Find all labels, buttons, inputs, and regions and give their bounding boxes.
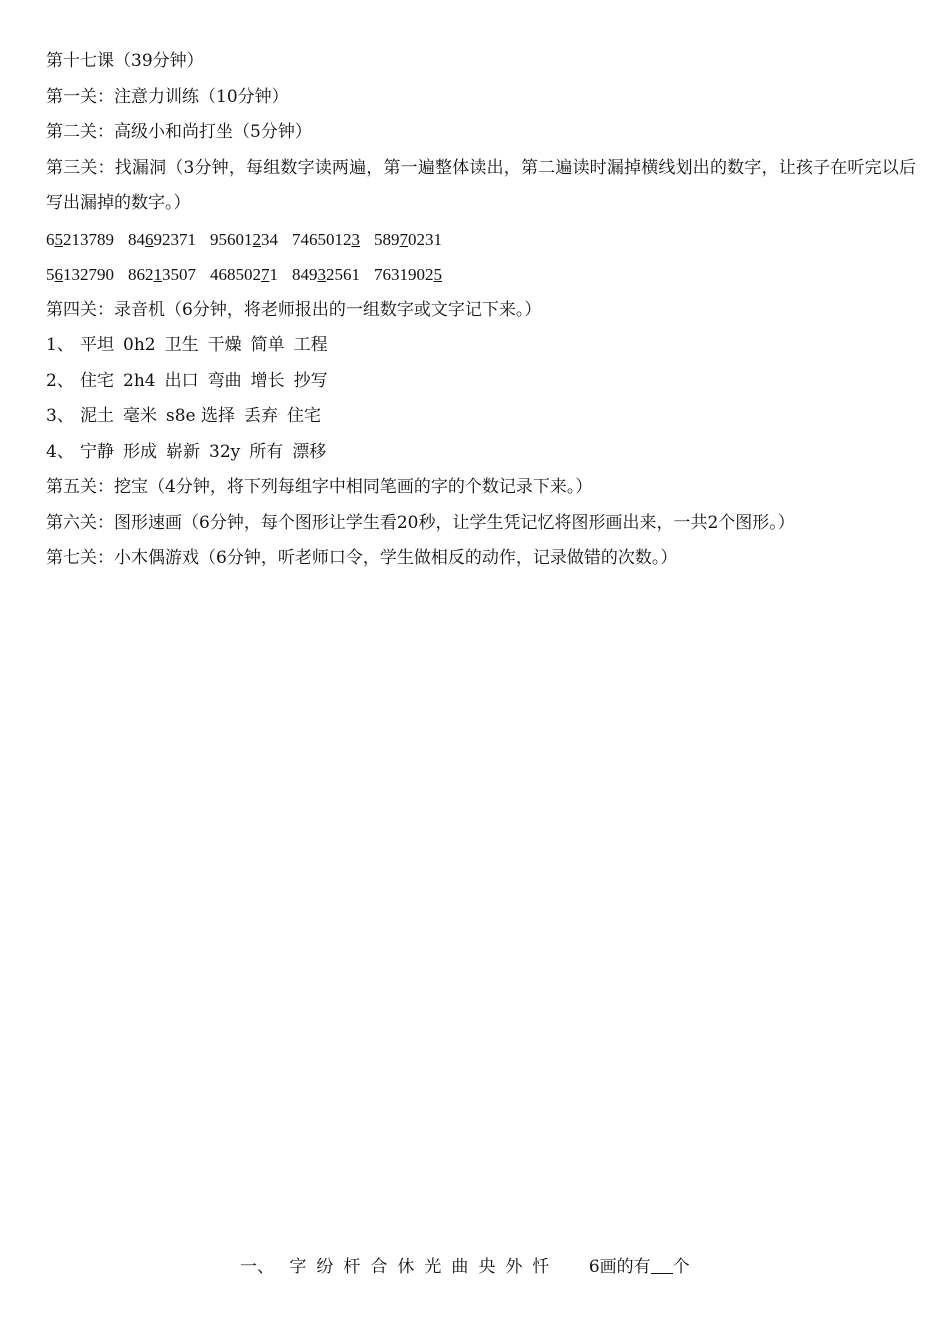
number-part: 95601 xyxy=(210,229,253,249)
level-1-attention-training: 第一关：注意力训练（10分钟） xyxy=(46,86,289,107)
character: 外 xyxy=(505,1257,523,1277)
underlined-digit: 7 xyxy=(399,229,408,249)
underlined-digit: 5 xyxy=(433,265,442,284)
number-part: 468502 xyxy=(210,265,261,284)
word: 弯曲 xyxy=(207,370,242,391)
word: 漂移 xyxy=(292,441,327,462)
word: 住宅 xyxy=(80,370,114,391)
underlined-digit: 5 xyxy=(54,229,63,249)
underlined-digit: 2 xyxy=(252,229,261,249)
word: 形成 xyxy=(123,441,157,462)
answer-blank[interactable] xyxy=(651,1257,673,1274)
number-part: 2561 xyxy=(326,265,360,284)
number-part: 34 xyxy=(261,229,278,249)
list-item xyxy=(46,435,916,471)
stroke-count-question xyxy=(240,1252,690,1282)
number-part: 849 xyxy=(292,265,318,284)
number-row xyxy=(46,257,916,293)
number-part: 7631902 xyxy=(374,265,434,284)
number-part: 589 xyxy=(374,229,400,249)
list-index: 1、 xyxy=(46,335,74,355)
question-post: 个 xyxy=(672,1257,690,1277)
word: 所有 xyxy=(249,441,284,462)
character: 光 xyxy=(424,1257,442,1277)
number-group xyxy=(46,257,114,293)
character: 纷 xyxy=(316,1257,334,1277)
recorder-word-list xyxy=(46,328,916,470)
number-group xyxy=(210,222,278,258)
level-6-shape-drawing: 第六关：图形速画（6分钟，每个图形让学生看20秒，让学生凭记忆将图形画出来，一共2个图形。） xyxy=(46,512,795,533)
word: 宁静 xyxy=(80,441,114,462)
number-row xyxy=(46,222,916,258)
number-group xyxy=(128,222,196,258)
word: 0h2 xyxy=(123,335,156,355)
document-body xyxy=(46,44,916,577)
number-sequences xyxy=(46,222,916,293)
number-group xyxy=(374,257,442,293)
word: 2h4 xyxy=(123,370,156,391)
list-index: 3、 xyxy=(46,406,74,426)
character: 央 xyxy=(478,1257,496,1277)
number-part: 1 xyxy=(269,265,278,284)
number-group xyxy=(210,257,278,293)
character: 忏 xyxy=(532,1257,550,1277)
underlined-digit: 3 xyxy=(317,265,326,284)
character-set xyxy=(289,1257,559,1277)
word: 简单 xyxy=(250,335,285,355)
word: 住宅 xyxy=(287,406,322,426)
word: 毫米 xyxy=(123,406,157,426)
number-group xyxy=(128,257,196,293)
list-item xyxy=(46,364,916,400)
word: 抄写 xyxy=(293,370,328,391)
list-index: 4、 xyxy=(46,441,74,462)
question-text xyxy=(589,1257,690,1277)
number-group xyxy=(46,222,114,258)
character: 合 xyxy=(370,1257,388,1277)
underlined-digit: 1 xyxy=(153,265,162,284)
number-group xyxy=(292,257,360,293)
list-item xyxy=(46,328,916,364)
level-4-recorder: 第四关：录音机（6分钟，将老师报出的一组数字或文字记下来。） xyxy=(46,299,542,320)
word: 平坦 xyxy=(80,335,114,355)
level-3-find-gaps: 第三关：找漏洞（3分钟，每组数字读两遍，第一遍整体读出，第二遍读时漏掉横线划出的数字，让孩子在听完以后写出漏掉的数字。） xyxy=(46,157,916,213)
word: 增长 xyxy=(250,370,285,391)
list-item xyxy=(46,399,916,435)
number-part: 213789 xyxy=(63,229,114,249)
list-index: 2、 xyxy=(46,370,74,391)
character: 曲 xyxy=(451,1257,469,1277)
level-7-puppet-game: 第七关：小木偶游戏（6分钟，听老师口令，学生做相反的动作，记录做错的次数。） xyxy=(46,548,678,568)
word: 出口 xyxy=(164,370,199,391)
number-part: 3507 xyxy=(162,265,196,284)
character: 休 xyxy=(397,1257,415,1277)
underlined-digit: 6 xyxy=(145,229,154,249)
number-group xyxy=(292,222,360,258)
word: s8e 选择 xyxy=(166,406,236,426)
number-group xyxy=(374,222,442,258)
word: 泥土 xyxy=(80,406,114,426)
question-prefix: 一、 xyxy=(240,1257,274,1277)
number-part: 92371 xyxy=(153,229,196,249)
word: 32y xyxy=(209,441,241,462)
word: 丢弃 xyxy=(244,406,279,426)
number-part: 5 xyxy=(46,265,55,284)
word: 崭新 xyxy=(166,441,200,462)
number-part: 132790 xyxy=(63,265,114,284)
word: 卫生 xyxy=(164,335,199,355)
lesson-title: 第十七课（39分钟） xyxy=(46,51,204,71)
number-part: 7465012 xyxy=(292,229,352,249)
number-part: 84 xyxy=(128,229,145,249)
word: 工程 xyxy=(293,335,328,355)
word: 干燥 xyxy=(207,335,242,355)
underlined-digit: 6 xyxy=(54,265,63,284)
character: 杆 xyxy=(343,1257,361,1277)
underlined-digit: 7 xyxy=(261,265,270,284)
character: 字 xyxy=(289,1257,307,1277)
underlined-digit: 3 xyxy=(351,229,360,249)
question-pre: 6画的有 xyxy=(588,1257,651,1277)
number-part: 6 xyxy=(46,229,55,249)
number-part: 862 xyxy=(128,265,154,284)
number-part: 0231 xyxy=(408,229,442,249)
level-2-meditation: 第二关：高级小和尚打坐（5分钟） xyxy=(46,122,312,142)
level-5-treasure-dig: 第五关：挖宝（4分钟，将下列每组字中相同笔画的字的个数记录下来。） xyxy=(46,477,593,497)
